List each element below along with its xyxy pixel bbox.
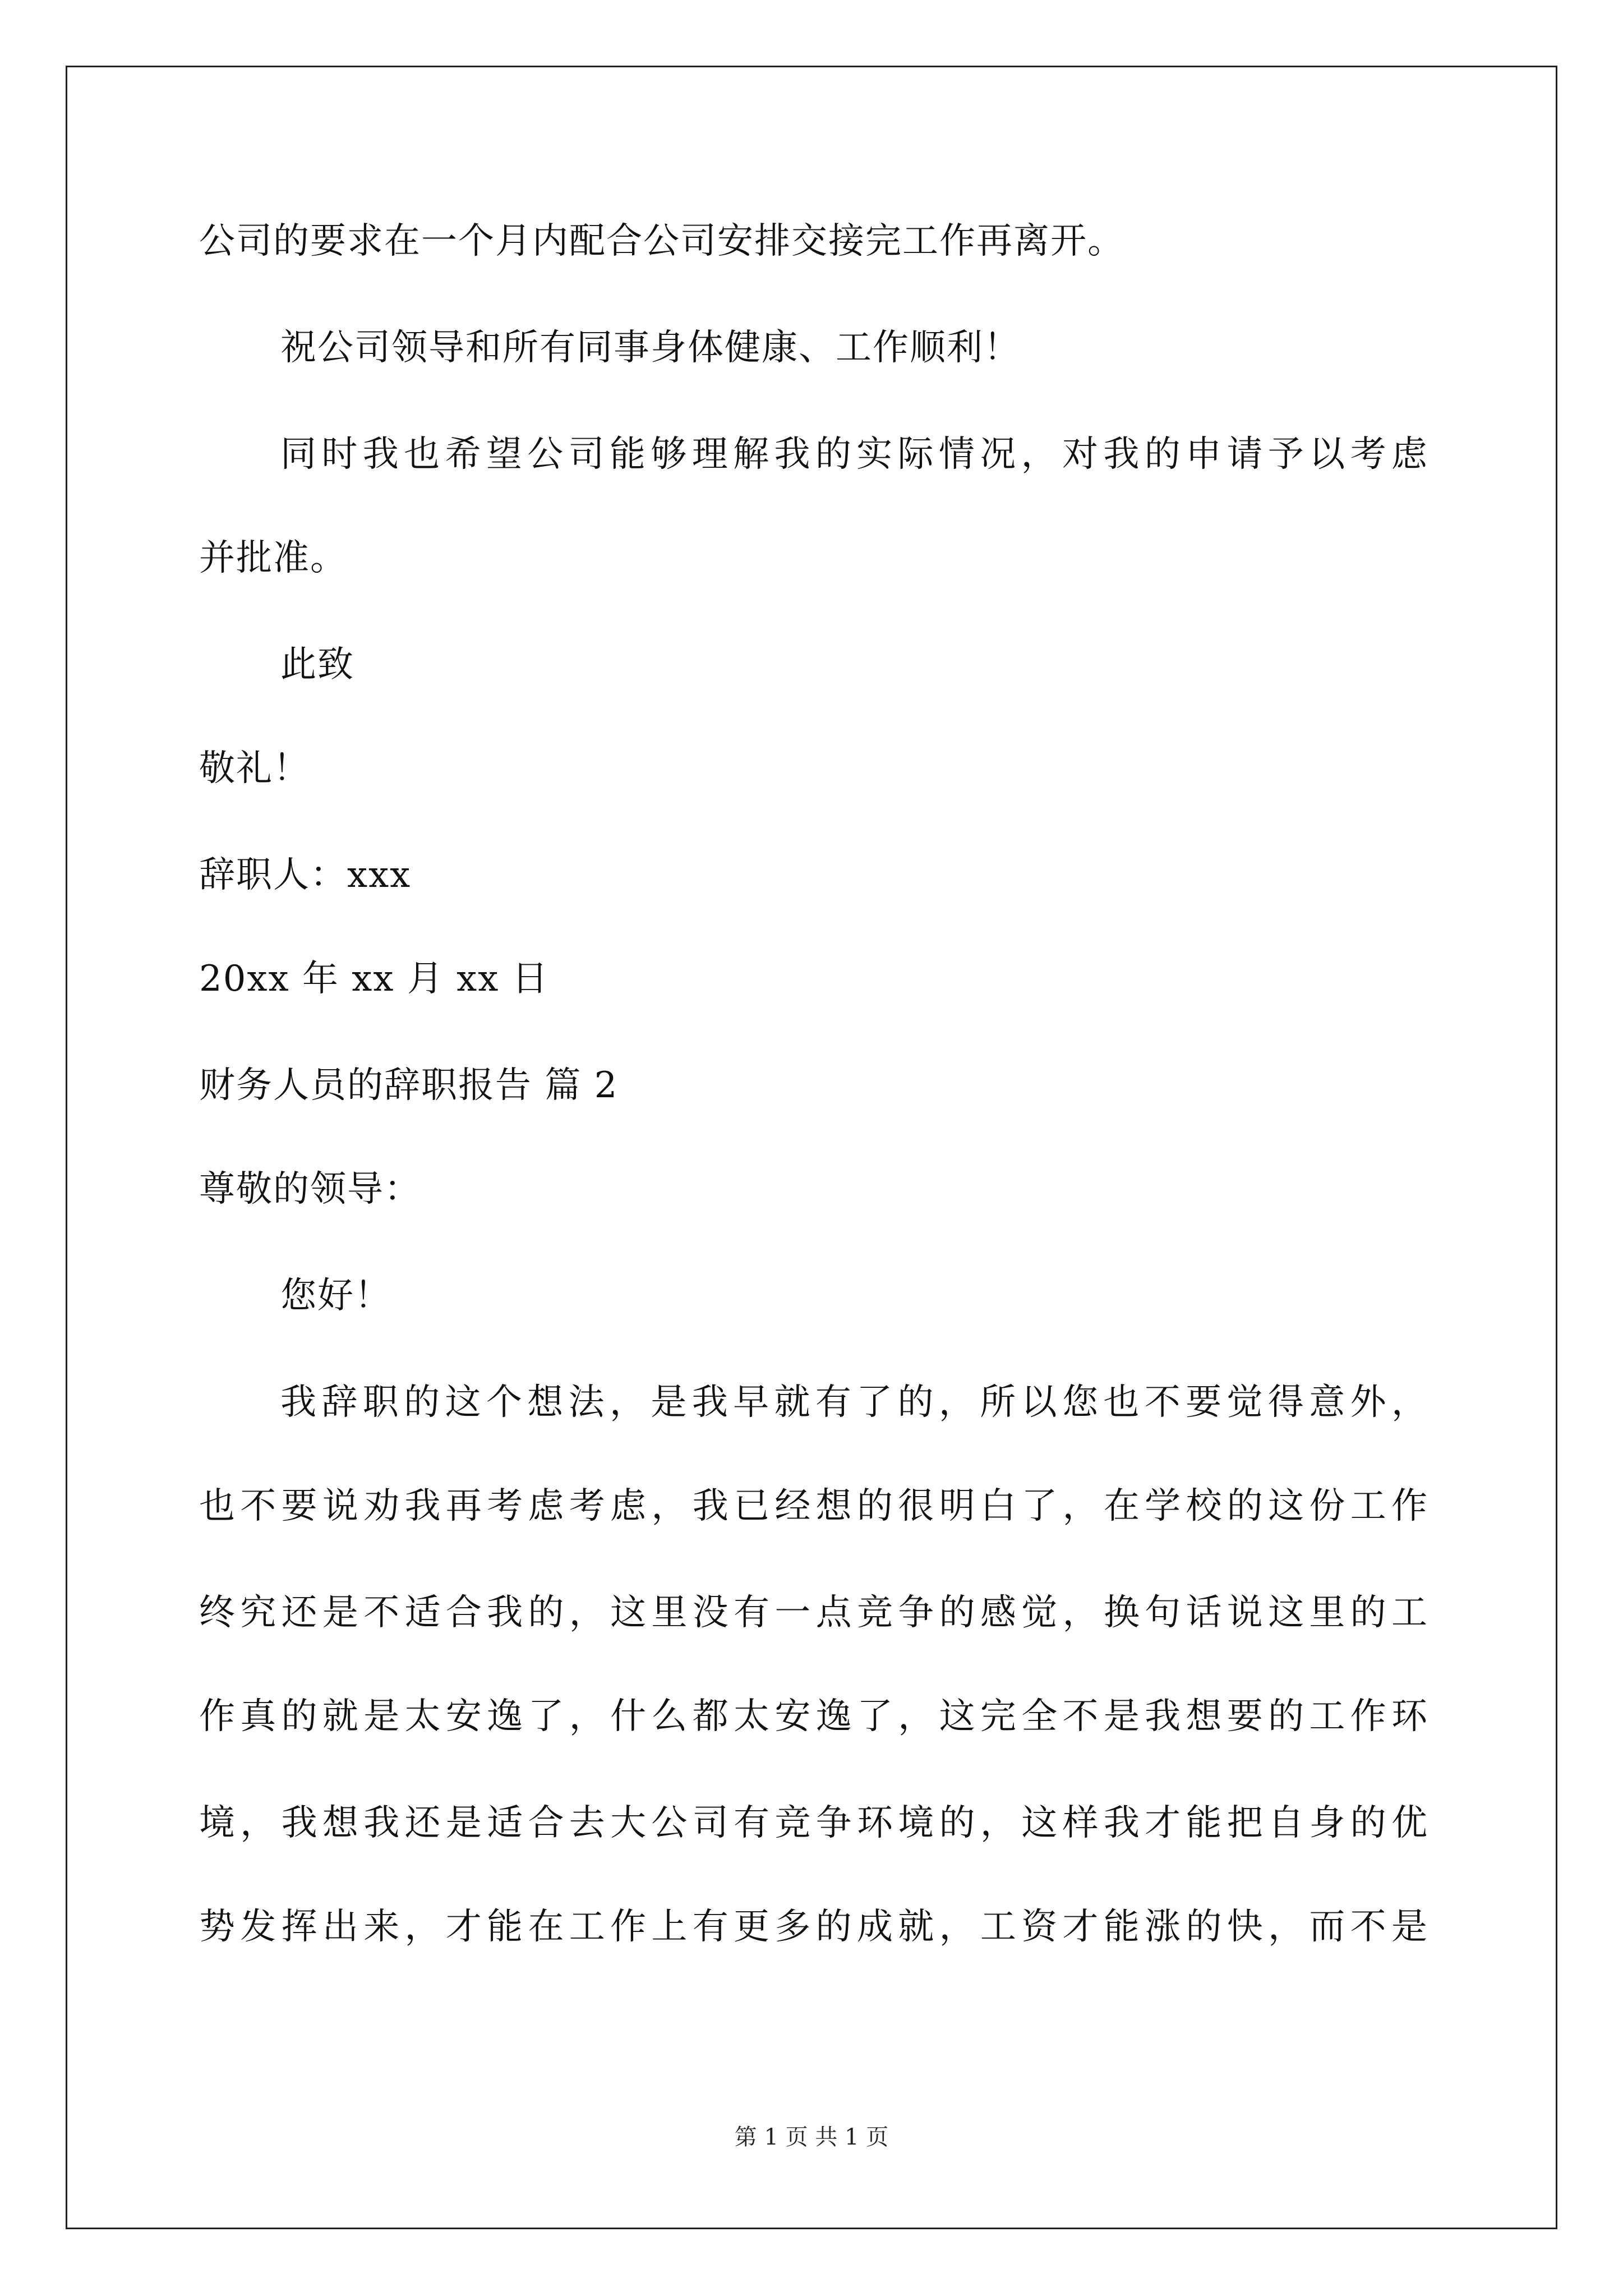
text-line: 作真的就是太安逸了，什么都太安逸了，这完全不是我想要的工作环 bbox=[199, 1696, 1427, 1737]
text-line: 终究还是不适合我的，这里没有一点竞争的感觉，换句话说这里的工 bbox=[199, 1592, 1427, 1634]
text-line: 也不要说劝我再考虑考虑，我已经想的很明白了，在学校的这份工作 bbox=[199, 1485, 1427, 1527]
greeting: 您好！ bbox=[280, 1275, 391, 1317]
page-number-footer: 第 1 页 共 1 页 bbox=[734, 2124, 889, 2150]
text-line: 同时我也希望公司能够理解我的实际情况，对我的申请予以考虑 bbox=[280, 434, 1427, 475]
salutation: 尊敬的领导： bbox=[199, 1168, 421, 1210]
section-heading: 财务人员的辞职报告 篇 2 bbox=[199, 1065, 619, 1106]
text-line: 并批准。 bbox=[199, 537, 347, 579]
text-line: 20xx 年 xx 月 xx 日 bbox=[199, 958, 549, 1000]
text-line: 此致 bbox=[280, 644, 354, 685]
text-line: 辞职人：xxx bbox=[199, 854, 412, 896]
text-line: 敬礼！ bbox=[199, 748, 310, 789]
text-line: 势发挥出来，才能在工作上有更多的成就，工资才能涨的快，而不是 bbox=[199, 1906, 1427, 1948]
text-line: 我辞职的这个想法，是我早就有了的，所以您也不要觉得意外， bbox=[280, 1382, 1427, 1423]
text-line: 祝公司领导和所有同事身体健康、工作顺利！ bbox=[280, 327, 1021, 369]
text-line: 公司的要求在一个月内配合公司安排交接完工作再离开。 bbox=[199, 220, 1124, 262]
text-line: 境，我想我还是适合去大公司有竞争环境的，这样我才能把自身的优 bbox=[199, 1802, 1427, 1844]
